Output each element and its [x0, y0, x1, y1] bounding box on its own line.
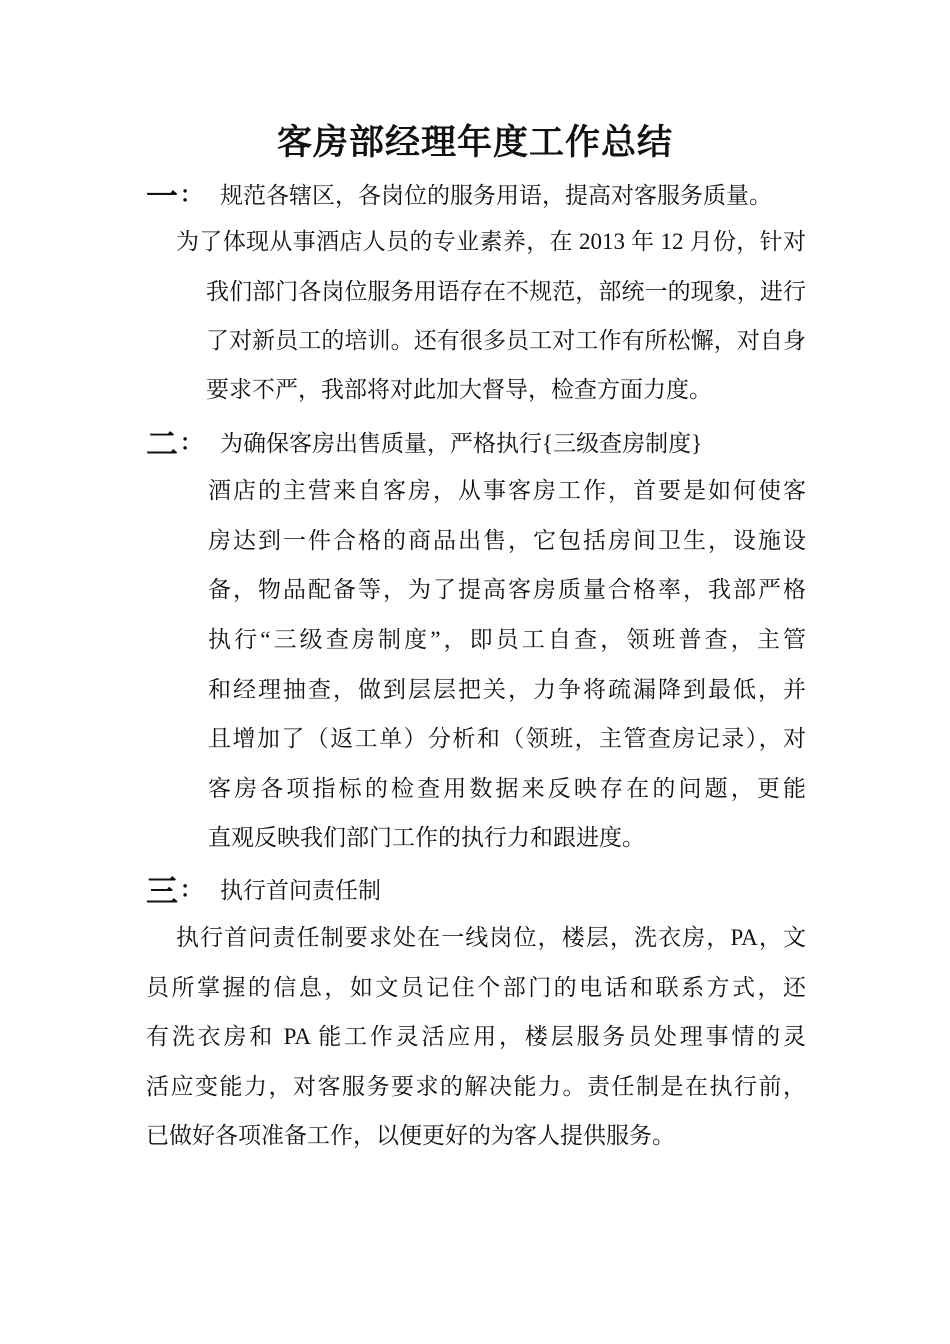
section-2-heading-text: 为确保客房出售质量，严格执行{三级查房制度}: [220, 431, 703, 456]
section-1-line-4: 要求不严，我部将对此加大督导，检查方面力度。: [206, 377, 712, 402]
section-1-line-2: 我们部门各岗位服务用语存在不规范，部统一的现象，进行: [206, 279, 806, 304]
section-3-line-3: 有洗衣房和 PA 能工作灵活应用，楼层服务员处理事情的灵: [146, 1024, 806, 1049]
section-3-line-1: 执行首问责任制要求处在一线岗位，楼层，洗衣房，PA，文: [176, 925, 806, 950]
section-2-number: 二: [146, 425, 179, 463]
section-1-number: 一: [146, 177, 179, 215]
section-2-line-7: 客房各项指标的检查用数据来反映存在的问题，更能: [208, 776, 806, 801]
section-3-number: 三: [146, 872, 179, 910]
section-1-line-1: 为了体现从事酒店人员的专业素养，在 2013 年 12 月份，针对: [176, 229, 806, 254]
section-2-line-1: 酒店的主营来自客房，从事客房工作，首要是如何使客: [208, 478, 806, 503]
section-2-line-8: 直观反映我们部门工作的执行力和跟进度。: [208, 825, 645, 850]
section-3-line-4: 活应变能力，对客服务要求的解决能力。责任制是在执行前，: [146, 1074, 806, 1099]
document-title: 客房部经理年度工作总结: [276, 123, 673, 163]
section-2-line-6: 且增加了（返工单）分析和（领班，主管查房记录），对: [208, 726, 806, 751]
section-3-line-5: 已做好各项准备工作，以便更好的为客人提供服务。: [146, 1123, 675, 1148]
section-3-colon: ：: [180, 878, 203, 903]
section-2-line-2: 房达到一件合格的商品出售，它包括房间卫生，设施设: [208, 528, 806, 553]
section-1-heading-text: 规范各辖区，各岗位的服务用语，提高对客服务质量。: [220, 183, 773, 208]
section-2-line-4: 执行“三级查房制度”，即员工自查，领班普查，主管: [208, 627, 806, 652]
section-2-colon: ：: [180, 431, 203, 456]
section-2-line-3: 备，物品配备等，为了提高客房质量合格率，我部严格: [208, 577, 806, 602]
section-1-colon: ：: [180, 183, 203, 208]
section-3-heading-text: 执行首问责任制: [220, 878, 382, 903]
section-2-heading: [146, 424, 702, 464]
section-1-heading: [146, 176, 772, 216]
section-1-line-3: 了对新员工的培训。还有很多员工对工作有所松懈，对自身: [206, 328, 806, 353]
section-2-line-5: 和经理抽查，做到层层把关，力争将疏漏降到最低，并: [208, 677, 806, 702]
section-3-heading: [146, 871, 381, 911]
section-3-line-2: 员所掌握的信息，如文员记住个部门的电话和联系方式，还: [146, 975, 806, 1000]
